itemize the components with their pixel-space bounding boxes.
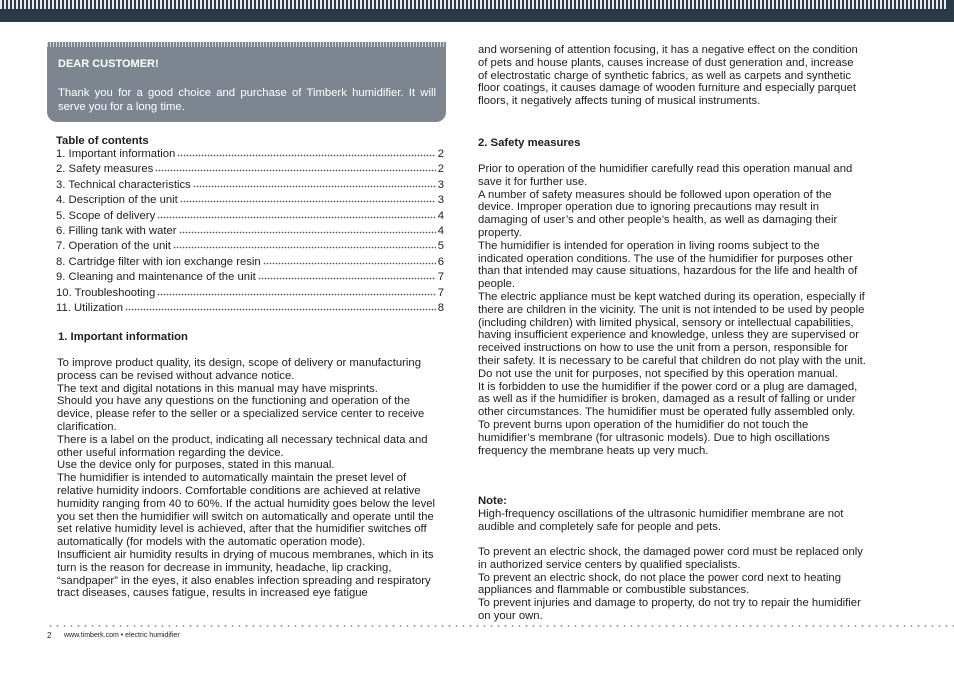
toc-item-page: 7 (437, 286, 444, 299)
toc-leader-dots (177, 148, 435, 157)
toc-item-label: 10. Troubleshooting (56, 286, 156, 299)
body-paragraph: To improve product quality, its design, scope of delivery or manufacturing process can be revised without advance notice. (57, 357, 421, 382)
header-stripes (0, 0, 948, 9)
toc-leader-dots (258, 271, 436, 280)
body-paragraph: Should you have any questions on the functioning and operation of the device, please refer to the seller or a specialized service center to receive clarification. (57, 395, 425, 433)
toc-item-page: 2 (437, 148, 444, 160)
body-paragraph: The humidifier is intended for operation in living rooms subject to the indicated operation conditions. The use of the humidifier for purposes other than that intended may cause situations, hazardous for the life and health of people. (478, 239, 858, 291)
safety-measures-body (478, 163, 866, 457)
toc-item[interactable] (56, 163, 444, 178)
toc-item-page: 5 (437, 240, 444, 253)
greeting-title: DEAR CUSTOMER! (58, 58, 159, 70)
important-info-heading: 1. Important information (58, 331, 188, 343)
safety-measures-heading: 2. Safety measures (478, 137, 581, 149)
toc-leader-dots (173, 240, 436, 249)
note-text: High-frequency oscillations of the ultrasonic humidifier membrane are not audible and completely safe for people and pets. (478, 508, 844, 533)
toc-item-label: 4. Description of the unit (56, 194, 178, 207)
toc-item[interactable] (56, 210, 444, 225)
toc-leader-dots (180, 194, 436, 203)
toc-leader-dots (155, 163, 435, 172)
body-paragraph: Do not use the unit for purposes, not specified by this operation manual. (478, 367, 838, 380)
toc-item-page: 6 (437, 255, 444, 268)
body-paragraph: The humidifier is intended to automatically maintain the preset level of relative humidity indoors. Comfortable conditions are achieved at relative humidity ranging from 40 to 60%. If the actual humidity goes below the level you set then the humidifier will switch on automatically and operate until the set relative humidity level is achieved, after that the humidifier switches off automatically (for models with the automatic operation mode). (57, 472, 436, 549)
toc-item-page: 8 (437, 301, 444, 314)
body-paragraph: Prior to operation of the humidifier carefully read this operation manual and save it for further use. (478, 163, 853, 188)
toc-item-page: 3 (437, 178, 444, 191)
body-paragraph: Use the device only for purposes, stated in this manual. (57, 459, 335, 472)
body-paragraph: There is a label on the product, indicating all necessary technical data and other useful information regarding the device. (57, 433, 428, 459)
note-heading: Note: (478, 495, 507, 507)
toc-leader-dots (157, 210, 435, 219)
toc-item-page: 2 (437, 163, 444, 176)
toc-item-label: 3. Technical characteristics (56, 178, 191, 191)
toc-item[interactable] (56, 271, 444, 286)
toc-leader-dots (193, 179, 436, 188)
toc-item-label: 6. Filling tank with water (56, 224, 177, 237)
toc-item-label: 2. Safety measures (56, 163, 154, 176)
body-paragraph: It is forbidden to use the humidifier if the power cord or a plug are damaged, as well as if the humidifier is broken, damaged as a result of falling or under other circumstances. The humidifier must be operated fully assembled only. (478, 380, 858, 419)
header-bar (0, 0, 954, 22)
footer-website: www.timberk.com • electric humidifier (64, 632, 180, 639)
toc-item[interactable] (56, 287, 444, 302)
toc-item[interactable] (56, 179, 444, 194)
toc-item-label: 9. Cleaning and maintenance of the unit (56, 271, 256, 284)
body-paragraph: The electric appliance must be kept watched during its operation, especially if there are children in the vicinity. The unit is not intended to be used by people (including children) with limited physical, sensory or intellectual capabilities, having insufficient experience and knowledge, unless they are supervised or received instructions on how to use the unit from a person, responsible for their safety. It is necessary to be careful that children do not play with the unit. (478, 290, 866, 367)
toc-item[interactable] (56, 240, 444, 255)
body-paragraph: To prevent an electric shock, the damaged power cord must be replaced only in authorized service centers by qualified specialists. (478, 546, 863, 571)
footer-divider (47, 625, 954, 627)
body-paragraph: The text and digital notations in this manual may have misprints. (57, 382, 378, 395)
toc-leader-dots (157, 287, 435, 296)
toc-leader-dots (125, 302, 436, 311)
continued-text: and worsening of attention focusing, it has a negative effect on the condition of pets and house plants, causes increase of dust generation and, increase of electrostatic charge of synthetic fabrics, as well as carpets and synthetic floor coatings, it causes damage of wooden furniture and especially parquet floors, it negatively affects tuning of musical instruments. (478, 44, 858, 108)
body-paragraph: Insufficient air humidity results in drying of mucous membranes, which in its turn is the reason for decrease in immunity, headache, lip cracking, “sandpaper” in the eyes, it also enables infection spreading and respiratory tract diseases, causes fatigue, results in increased eye fatigue (57, 548, 434, 600)
greeting-box (47, 42, 446, 122)
toc-leader-dots (179, 225, 436, 234)
body-paragraph: To prevent burns upon operation of the humidifier do not touch the humidifier’s membrane (for ultrasonic models). Due to high oscillations frequency the membrane heats up very much. (478, 418, 830, 457)
toc-item[interactable] (56, 302, 444, 317)
toc-item-label: 8. Cartridge filter with ion exchange resin (56, 255, 261, 268)
toc-item-label: 1. Important information (56, 148, 176, 160)
toc-leader-dots (263, 256, 436, 265)
page-number: 2 (47, 631, 52, 640)
toc-item-label: 5. Scope of delivery (56, 209, 156, 222)
toc-item[interactable] (56, 148, 444, 163)
toc-title: Table of contents (56, 135, 149, 147)
toc-item-label: 11. Utilization (56, 301, 123, 314)
body-paragraph: To prevent injuries and damage to property, do not try to repair the humidifier on your own. (478, 597, 861, 622)
note-body (478, 546, 866, 623)
toc-item-page: 4 (437, 224, 444, 237)
toc-item-label: 7. Operation of the unit (56, 240, 171, 253)
toc-item-page: 3 (437, 194, 444, 207)
toc-item[interactable] (56, 225, 444, 240)
toc-item-page: 4 (437, 209, 444, 222)
greeting-stripes (47, 42, 446, 47)
toc-item-page: 7 (437, 271, 444, 284)
body-paragraph: A number of safety measures should be followed upon operation of the device. Improper operation due to ignoring precautions may result in damaging of user’s and other people’s health, as well as damaging their property. (478, 188, 838, 239)
body-paragraph: To prevent an electric shock, do not place the power cord next to heating appliances and flammable or combustible substances. (478, 571, 841, 597)
important-info-body (57, 357, 444, 600)
toc-item[interactable] (56, 256, 444, 271)
table-of-contents (56, 134, 444, 317)
toc-item[interactable] (56, 194, 444, 209)
greeting-text: Thank you for a good choice and purchase of Timberk humidifier. It will serve you for a long time. (58, 87, 436, 113)
